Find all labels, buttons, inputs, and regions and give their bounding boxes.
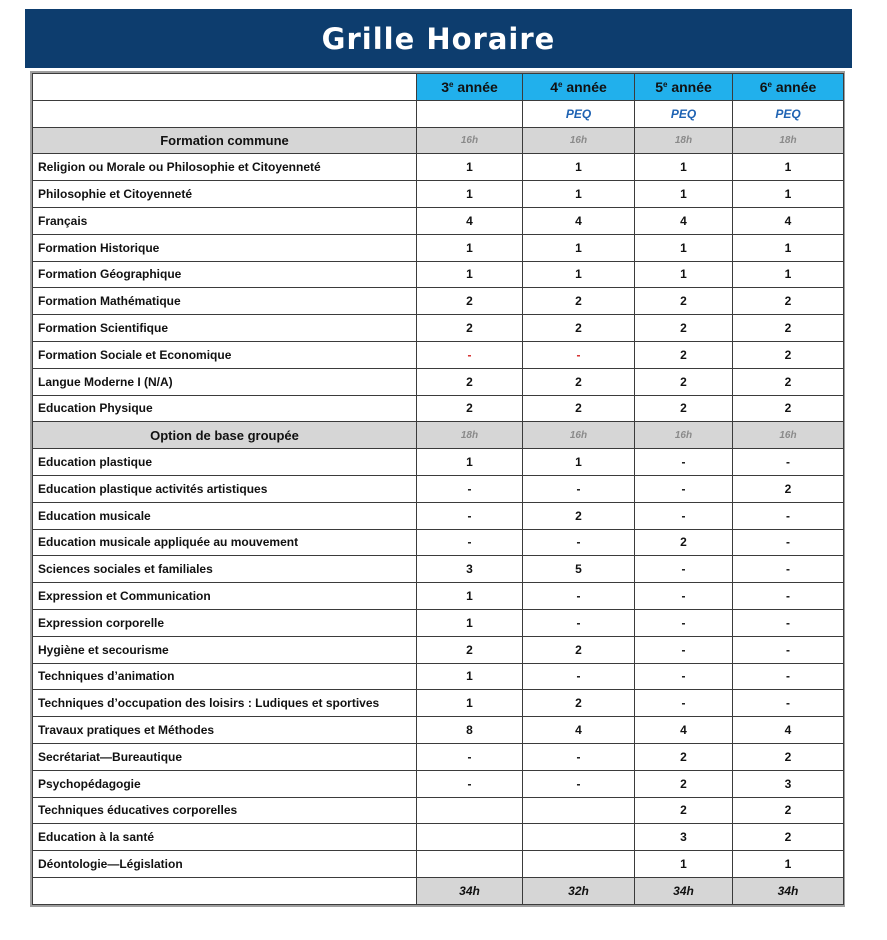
section-hours-cell: 18h bbox=[635, 127, 733, 154]
peq-cell bbox=[417, 100, 523, 127]
course-label: Techniques d’occupation des loisirs : Ludiques et sportives bbox=[33, 690, 417, 717]
hours-cell: 1 bbox=[733, 261, 844, 288]
hours-cell: 2 bbox=[733, 824, 844, 851]
hours-cell: 2 bbox=[635, 797, 733, 824]
section-header-row bbox=[33, 422, 844, 449]
hours-cell: 1 bbox=[733, 851, 844, 878]
hours-cell: - bbox=[733, 502, 844, 529]
hours-cell: 3 bbox=[417, 556, 523, 583]
course-row bbox=[33, 234, 844, 261]
hours-cell: 8 bbox=[417, 717, 523, 744]
hours-cell: 1 bbox=[733, 181, 844, 208]
section-header-row bbox=[33, 127, 844, 154]
hours-cell: 2 bbox=[733, 743, 844, 770]
hours-cell bbox=[417, 797, 523, 824]
hours-cell bbox=[523, 797, 635, 824]
course-row bbox=[33, 154, 844, 181]
course-label: Expression et Communication bbox=[33, 583, 417, 610]
course-label: Travaux pratiques et Méthodes bbox=[33, 717, 417, 744]
hours-cell: 2 bbox=[417, 315, 523, 342]
hours-cell: 2 bbox=[417, 636, 523, 663]
hours-cell: 2 bbox=[733, 395, 844, 422]
hours-cell: 2 bbox=[417, 395, 523, 422]
hours-cell: 1 bbox=[417, 583, 523, 610]
hours-cell: 2 bbox=[733, 288, 844, 315]
course-label: Religion ou Morale ou Philosophie et Citoyenneté bbox=[33, 154, 417, 181]
hours-cell: 1 bbox=[635, 851, 733, 878]
year-number: 6 bbox=[759, 78, 768, 95]
schedule-table bbox=[32, 73, 844, 905]
hours-cell: 4 bbox=[635, 717, 733, 744]
peq-row bbox=[33, 100, 844, 127]
course-label: Secrétariat—Bureautique bbox=[33, 743, 417, 770]
hours-cell: 1 bbox=[417, 181, 523, 208]
course-row bbox=[33, 475, 844, 502]
course-label: Philosophie et Citoyenneté bbox=[33, 181, 417, 208]
hours-cell: - bbox=[635, 449, 733, 476]
year-number: 3 bbox=[441, 78, 449, 95]
course-label: Education Physique bbox=[33, 395, 417, 422]
peq-cell: PEQ bbox=[733, 100, 844, 127]
hours-cell: 1 bbox=[635, 261, 733, 288]
hours-cell: 3 bbox=[635, 824, 733, 851]
hours-cell: 2 bbox=[523, 690, 635, 717]
course-row bbox=[33, 743, 844, 770]
hours-cell: 2 bbox=[635, 395, 733, 422]
hours-cell: 4 bbox=[523, 207, 635, 234]
hours-cell: - bbox=[635, 663, 733, 690]
hours-cell: 2 bbox=[417, 288, 523, 315]
hours-cell: 2 bbox=[635, 341, 733, 368]
course-label: Techniques éducatives corporelles bbox=[33, 797, 417, 824]
hours-cell: 2 bbox=[523, 502, 635, 529]
hours-cell: - bbox=[523, 609, 635, 636]
hours-cell: - bbox=[733, 556, 844, 583]
hours-cell: 1 bbox=[523, 449, 635, 476]
course-label: Techniques d’animation bbox=[33, 663, 417, 690]
hours-cell: 4 bbox=[523, 717, 635, 744]
course-label: Psychopédagogie bbox=[33, 770, 417, 797]
hours-cell: 2 bbox=[523, 368, 635, 395]
hours-cell: 1 bbox=[523, 181, 635, 208]
course-label: Français bbox=[33, 207, 417, 234]
hours-cell: - bbox=[733, 663, 844, 690]
hours-cell: 3 bbox=[733, 770, 844, 797]
course-row bbox=[33, 690, 844, 717]
total-hours-cell: 34h bbox=[733, 877, 844, 904]
year-header-6 bbox=[733, 74, 844, 101]
totals-row bbox=[33, 877, 844, 904]
section-hours-cell: 16h bbox=[523, 127, 635, 154]
hours-cell bbox=[417, 824, 523, 851]
total-hours-cell: 34h bbox=[635, 877, 733, 904]
hours-cell: - bbox=[523, 770, 635, 797]
hours-cell bbox=[523, 851, 635, 878]
hours-cell: - bbox=[733, 529, 844, 556]
hours-cell: 2 bbox=[523, 315, 635, 342]
year-ordinal: e bbox=[448, 79, 454, 89]
course-row bbox=[33, 583, 844, 610]
hours-cell: 2 bbox=[733, 368, 844, 395]
hours-cell: 1 bbox=[417, 449, 523, 476]
hours-cell: 1 bbox=[733, 154, 844, 181]
year-number: 5 bbox=[655, 78, 663, 95]
hours-cell: 2 bbox=[523, 636, 635, 663]
hours-cell: 2 bbox=[635, 529, 733, 556]
course-label: Expression corporelle bbox=[33, 609, 417, 636]
hours-cell: - bbox=[635, 583, 733, 610]
hours-cell: - bbox=[523, 743, 635, 770]
total-hours-cell: 34h bbox=[417, 877, 523, 904]
hours-cell: - bbox=[417, 502, 523, 529]
section-hours-cell: 16h bbox=[733, 422, 844, 449]
peq-cell: PEQ bbox=[635, 100, 733, 127]
course-row bbox=[33, 449, 844, 476]
hours-cell: 5 bbox=[523, 556, 635, 583]
hours-cell: 2 bbox=[635, 368, 733, 395]
hours-cell: - bbox=[733, 449, 844, 476]
hours-cell: - bbox=[523, 341, 635, 368]
hours-cell: - bbox=[635, 556, 733, 583]
hours-cell: - bbox=[635, 609, 733, 636]
hours-cell: - bbox=[635, 502, 733, 529]
hours-cell: 4 bbox=[733, 207, 844, 234]
section-hours-cell: 16h bbox=[417, 127, 523, 154]
course-row bbox=[33, 261, 844, 288]
hours-cell: - bbox=[417, 770, 523, 797]
hours-cell: - bbox=[417, 529, 523, 556]
total-hours-cell: 32h bbox=[523, 877, 635, 904]
course-label: Formation Mathématique bbox=[33, 288, 417, 315]
course-label: Formation Historique bbox=[33, 234, 417, 261]
course-row bbox=[33, 770, 844, 797]
course-label: Education musicale appliquée au mouvement bbox=[33, 529, 417, 556]
course-row bbox=[33, 609, 844, 636]
hours-cell: 4 bbox=[733, 717, 844, 744]
hours-cell: - bbox=[733, 609, 844, 636]
peq-cell: PEQ bbox=[523, 100, 635, 127]
hours-cell: 2 bbox=[523, 288, 635, 315]
year-label: année bbox=[453, 78, 498, 95]
hours-cell: 2 bbox=[635, 288, 733, 315]
section-title: Option de base groupée bbox=[33, 422, 417, 449]
course-row bbox=[33, 502, 844, 529]
schedule-grid bbox=[30, 71, 845, 907]
hours-cell: 1 bbox=[523, 154, 635, 181]
hours-cell: 4 bbox=[635, 207, 733, 234]
hours-cell: - bbox=[417, 743, 523, 770]
hours-cell: 4 bbox=[417, 207, 523, 234]
year-number: 4 bbox=[550, 78, 558, 95]
course-label: Formation Sociale et Economique bbox=[33, 341, 417, 368]
course-row bbox=[33, 824, 844, 851]
course-label: Education plastique bbox=[33, 449, 417, 476]
hours-cell: 1 bbox=[417, 609, 523, 636]
year-ordinal: e bbox=[767, 79, 772, 89]
section-title: Formation commune bbox=[33, 127, 417, 154]
hours-cell: - bbox=[523, 529, 635, 556]
hours-cell: 1 bbox=[417, 261, 523, 288]
hours-cell: 2 bbox=[733, 797, 844, 824]
hours-cell: 1 bbox=[417, 154, 523, 181]
year-header-row bbox=[33, 74, 844, 101]
year-header-4 bbox=[523, 74, 635, 101]
hours-cell: 1 bbox=[417, 234, 523, 261]
course-row bbox=[33, 395, 844, 422]
course-row bbox=[33, 529, 844, 556]
hours-cell: - bbox=[523, 663, 635, 690]
header-corner-cell bbox=[33, 74, 417, 101]
hours-cell: 2 bbox=[635, 770, 733, 797]
hours-cell: 1 bbox=[417, 690, 523, 717]
year-label: année bbox=[771, 78, 817, 95]
hours-cell: - bbox=[523, 583, 635, 610]
hours-cell: 2 bbox=[733, 341, 844, 368]
course-row bbox=[33, 717, 844, 744]
course-row bbox=[33, 636, 844, 663]
course-row bbox=[33, 207, 844, 234]
course-label: Formation Scientifique bbox=[33, 315, 417, 342]
hours-cell: - bbox=[417, 341, 523, 368]
section-hours-cell: 18h bbox=[733, 127, 844, 154]
peq-corner-cell bbox=[33, 100, 417, 127]
course-label: Education plastique activités artistiques bbox=[33, 475, 417, 502]
hours-cell: - bbox=[733, 583, 844, 610]
year-label: année bbox=[667, 78, 712, 95]
course-label: Hygiène et secourisme bbox=[33, 636, 417, 663]
hours-cell: - bbox=[733, 636, 844, 663]
hours-cell: 1 bbox=[635, 234, 733, 261]
hours-cell: 1 bbox=[733, 234, 844, 261]
section-hours-cell: 18h bbox=[417, 422, 523, 449]
hours-cell: 2 bbox=[733, 315, 844, 342]
course-label: Langue Moderne I (N/A) bbox=[33, 368, 417, 395]
hours-cell: - bbox=[417, 475, 523, 502]
course-label: Education musicale bbox=[33, 502, 417, 529]
hours-cell: 1 bbox=[635, 181, 733, 208]
course-row bbox=[33, 797, 844, 824]
year-header-3 bbox=[417, 74, 523, 101]
hours-cell: 1 bbox=[523, 261, 635, 288]
course-label: Sciences sociales et familiales bbox=[33, 556, 417, 583]
course-label: Formation Géographique bbox=[33, 261, 417, 288]
page-title: Grille Horaire bbox=[25, 9, 852, 68]
totals-corner-cell bbox=[33, 877, 417, 904]
hours-cell: - bbox=[635, 475, 733, 502]
year-header-5 bbox=[635, 74, 733, 101]
hours-cell: 1 bbox=[635, 154, 733, 181]
course-row bbox=[33, 315, 844, 342]
hours-cell: 2 bbox=[635, 743, 733, 770]
year-ordinal: e bbox=[662, 79, 668, 89]
course-row bbox=[33, 851, 844, 878]
course-label: Education à la santé bbox=[33, 824, 417, 851]
course-row bbox=[33, 181, 844, 208]
hours-cell: 1 bbox=[523, 234, 635, 261]
hours-cell: - bbox=[523, 475, 635, 502]
hours-cell: - bbox=[733, 690, 844, 717]
hours-cell: 2 bbox=[635, 315, 733, 342]
hours-cell: - bbox=[635, 636, 733, 663]
hours-cell: 2 bbox=[523, 395, 635, 422]
course-row bbox=[33, 368, 844, 395]
section-hours-cell: 16h bbox=[523, 422, 635, 449]
course-label: Déontologie—Législation bbox=[33, 851, 417, 878]
hours-cell: 1 bbox=[417, 663, 523, 690]
hours-cell: 2 bbox=[733, 475, 844, 502]
course-row bbox=[33, 663, 844, 690]
hours-cell bbox=[417, 851, 523, 878]
hours-cell: 2 bbox=[417, 368, 523, 395]
course-row bbox=[33, 341, 844, 368]
hours-cell bbox=[523, 824, 635, 851]
course-row bbox=[33, 556, 844, 583]
hours-cell: - bbox=[635, 690, 733, 717]
year-label: année bbox=[562, 78, 607, 95]
section-hours-cell: 16h bbox=[635, 422, 733, 449]
course-row bbox=[33, 288, 844, 315]
year-ordinal: e bbox=[557, 79, 563, 89]
